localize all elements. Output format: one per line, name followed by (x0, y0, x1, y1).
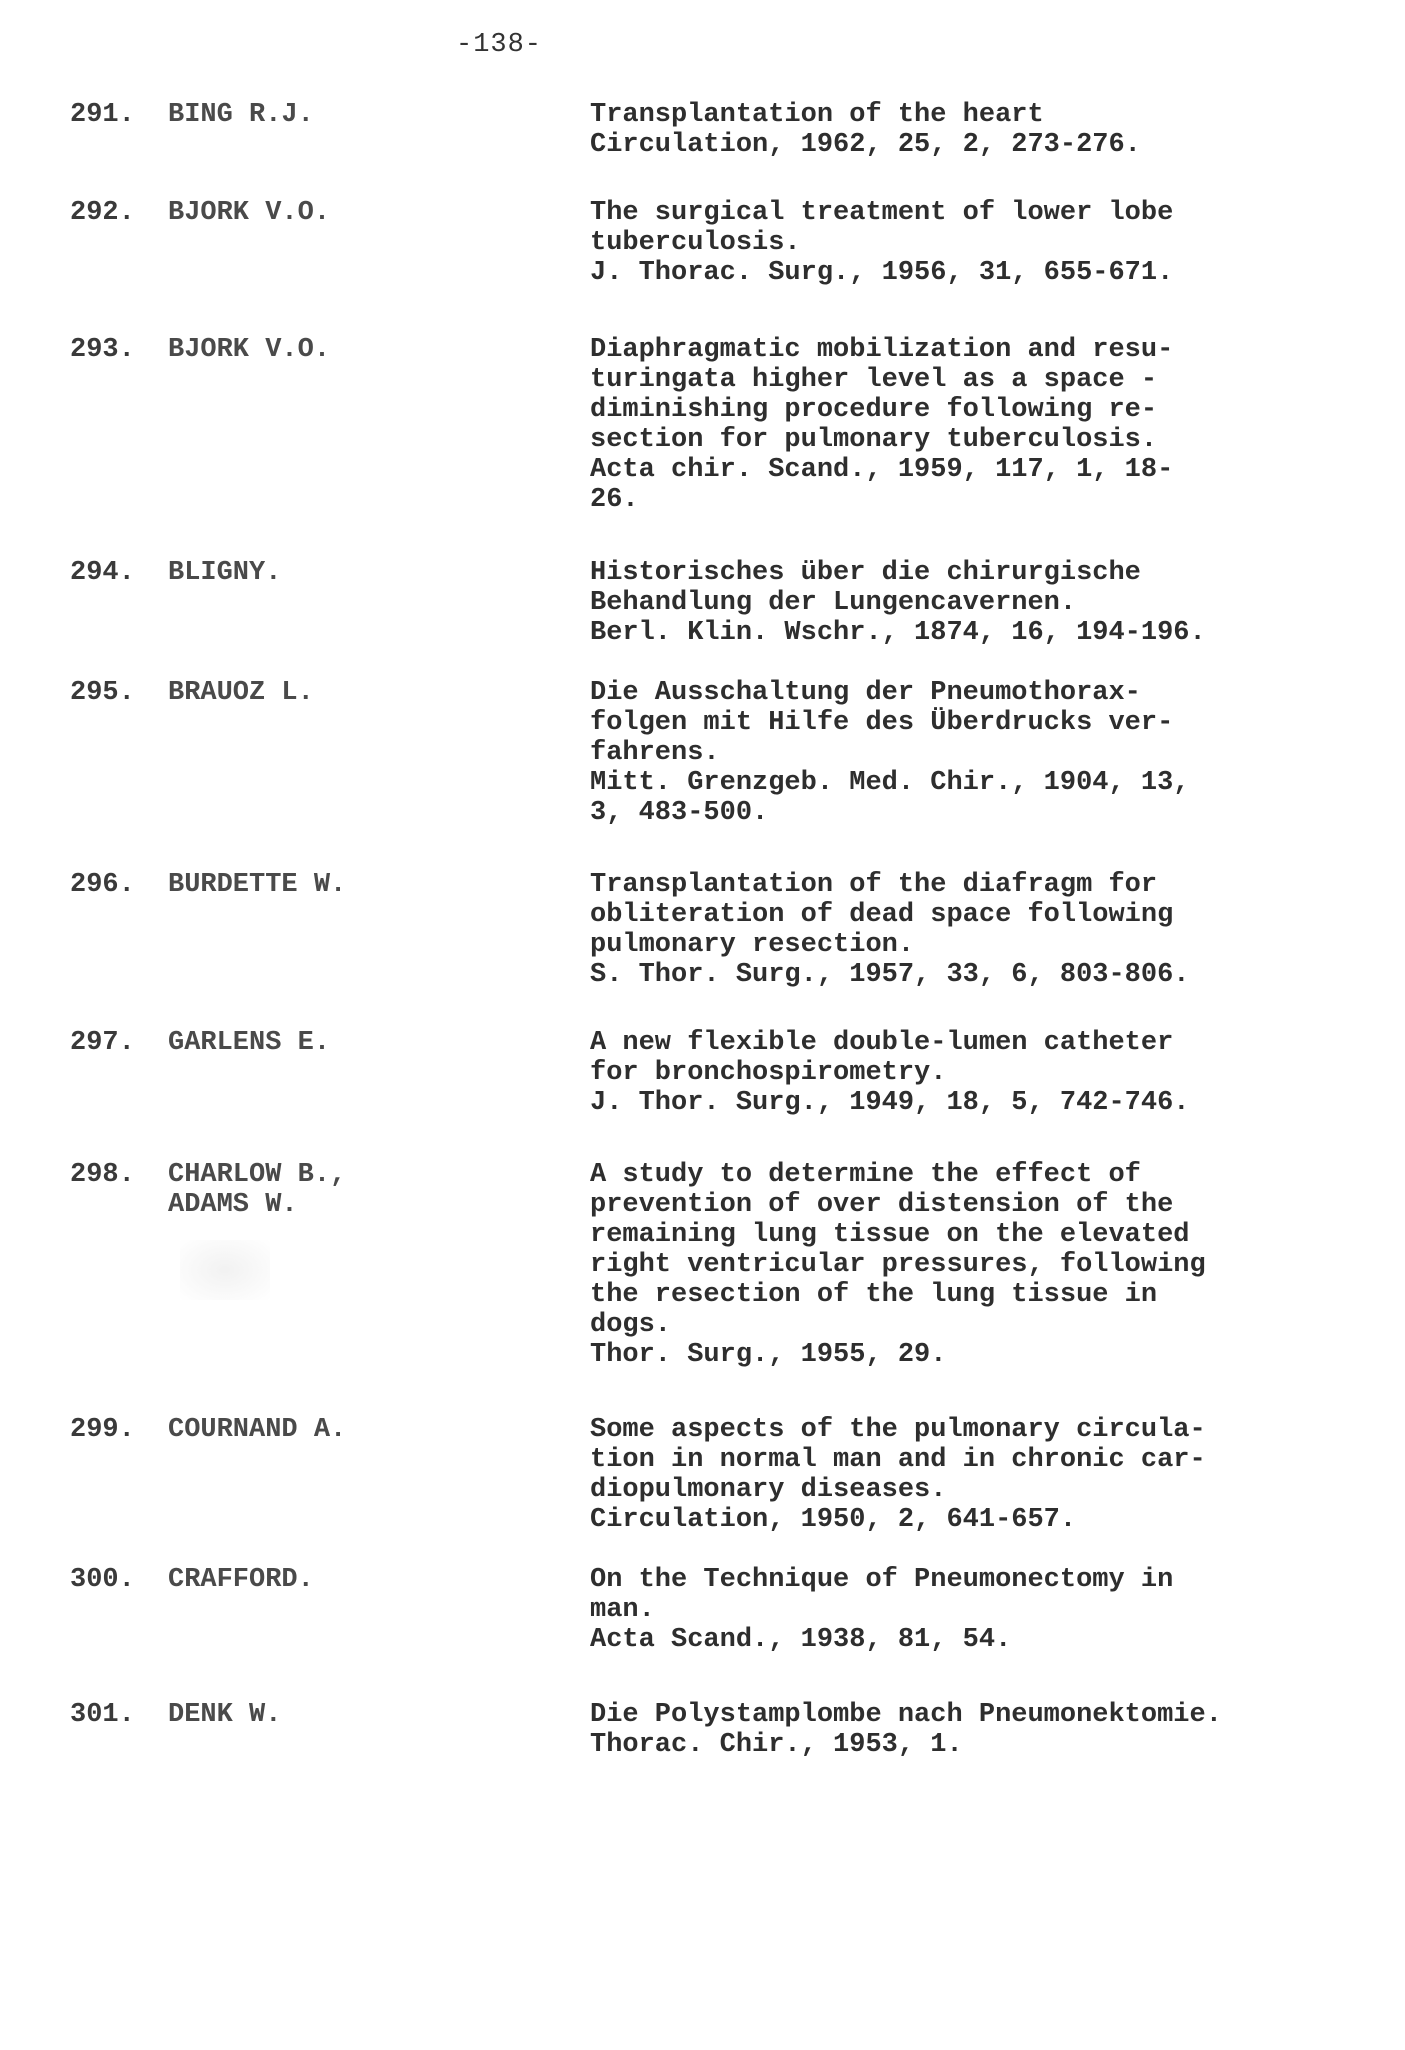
reference-line: Acta chir. Scand., 1959, 117, 1, 18- (590, 455, 1174, 485)
entry-author (168, 1028, 330, 1058)
reference-line: Acta Scand., 1938, 81, 54. (590, 1625, 1012, 1655)
entry-number: 296. (70, 870, 135, 900)
reference-line: On the Technique of Pneumonectomy in (590, 1565, 1174, 1595)
reference-line: Die Ausschaltung der Pneumothorax- (590, 678, 1141, 708)
entry-author (168, 100, 314, 130)
entry-number: 291. (70, 100, 135, 130)
author-line: COURNAND A. (168, 1415, 347, 1445)
reference-line: tion in normal man and in chronic car- (590, 1445, 1206, 1475)
entry-reference (590, 1160, 1370, 1370)
reference-line: Berl. Klin. Wschr., 1874, 16, 194-196. (590, 618, 1206, 648)
author-line: ADAMS W. (168, 1190, 298, 1220)
entry-author (168, 678, 314, 708)
entry-number: 292. (70, 198, 135, 228)
reference-line: fahrens. (590, 738, 720, 768)
author-line: GARLENS E. (168, 1028, 331, 1058)
reference-line: Circulation, 1962, 25, 2, 273-276. (590, 130, 1141, 160)
author-line: BJORK V.O. (168, 335, 331, 365)
reference-line: man. (590, 1595, 655, 1625)
entry-number: 299. (70, 1415, 135, 1445)
entry-author (168, 1700, 281, 1730)
entry-reference (590, 1415, 1370, 1535)
entry-reference (590, 1700, 1370, 1760)
entry-reference (590, 870, 1370, 990)
reference-line: Mitt. Grenzgeb. Med. Chir., 1904, 13, (590, 768, 1190, 798)
reference-line: Thorac. Chir., 1953, 1. (590, 1730, 963, 1760)
reference-line: Die Polystamplombe nach Pneumonektomie. (590, 1700, 1222, 1730)
entry-number: 294. (70, 558, 135, 588)
entry-number: 301. (70, 1700, 135, 1730)
entry-number: 298. (70, 1160, 135, 1190)
reference-line: J. Thorac. Surg., 1956, 31, 655-671. (590, 258, 1174, 288)
author-line: BING R.J. (168, 100, 314, 130)
reference-line: A study to determine the effect of (590, 1160, 1141, 1190)
entry-author (168, 1415, 346, 1445)
reference-line: Circulation, 1950, 2, 641-657. (590, 1505, 1077, 1535)
author-line: BJORK V.O. (168, 198, 331, 228)
reference-line: Behandlung der Lungencavernen. (590, 588, 1077, 618)
reference-line: Transplantation of the diafragm for (590, 870, 1158, 900)
author-line: CHARLOW B., (168, 1160, 347, 1190)
reference-line: remaining lung tissue on the elevated (590, 1220, 1190, 1250)
reference-line: right ventricular pressures, following (590, 1250, 1206, 1280)
reference-line: obliteration of dead space following (590, 900, 1174, 930)
reference-line: pulmonary resection. (590, 930, 915, 960)
scan-smudge (180, 1240, 270, 1300)
author-line: DENK W. (168, 1700, 282, 1730)
reference-line: diminishing procedure following re- (590, 395, 1158, 425)
entry-reference (590, 198, 1370, 288)
reference-line: section for pulmonary tuberculosis. (590, 425, 1158, 455)
reference-line: for bronchospirometry. (590, 1058, 947, 1088)
author-line: BLIGNY. (168, 558, 282, 588)
entry-number: 295. (70, 678, 135, 708)
entry-author (168, 1565, 314, 1595)
reference-line: S. Thor. Surg., 1957, 33, 6, 803-806. (590, 960, 1190, 990)
entry-number: 300. (70, 1565, 135, 1595)
reference-line: prevention of over distension of the (590, 1190, 1174, 1220)
reference-line: Transplantation of the heart (590, 100, 1044, 130)
reference-line: turingata higher level as a space - (590, 365, 1158, 395)
entry-reference (590, 678, 1370, 828)
reference-line: Historisches über die chirurgische (590, 558, 1141, 588)
reference-line: Some aspects of the pulmonary circula- (590, 1415, 1206, 1445)
reference-line: J. Thor. Surg., 1949, 18, 5, 742-746. (590, 1088, 1190, 1118)
reference-line: Thor. Surg., 1955, 29. (590, 1340, 947, 1370)
entry-author (168, 558, 281, 588)
entry-reference (590, 1028, 1370, 1118)
reference-line: A new flexible double-lumen catheter (590, 1028, 1174, 1058)
entry-reference (590, 335, 1370, 515)
page-number: -138- (456, 30, 543, 60)
reference-line: diopulmonary diseases. (590, 1475, 947, 1505)
entry-author (168, 335, 330, 365)
reference-line: dogs. (590, 1310, 672, 1340)
author-line: BURDETTE W. (168, 870, 347, 900)
entry-author (168, 198, 330, 228)
reference-line: folgen mit Hilfe des Überdrucks ver- (590, 708, 1174, 738)
entry-author (168, 1160, 346, 1220)
entry-number: 297. (70, 1028, 135, 1058)
author-line: BRAUOZ L. (168, 678, 314, 708)
entry-reference (590, 1565, 1370, 1655)
entry-number: 293. (70, 335, 135, 365)
entry-author (168, 870, 346, 900)
entry-reference (590, 100, 1370, 160)
reference-line: tuberculosis. (590, 228, 801, 258)
reference-line: the resection of the lung tissue in (590, 1280, 1158, 1310)
reference-line: Diaphragmatic mobilization and resu- (590, 335, 1174, 365)
reference-line: 3, 483-500. (590, 798, 769, 828)
reference-line: 26. (590, 485, 639, 515)
author-line: CRAFFORD. (168, 1565, 314, 1595)
reference-line: The surgical treatment of lower lobe (590, 198, 1174, 228)
entry-reference (590, 558, 1370, 648)
